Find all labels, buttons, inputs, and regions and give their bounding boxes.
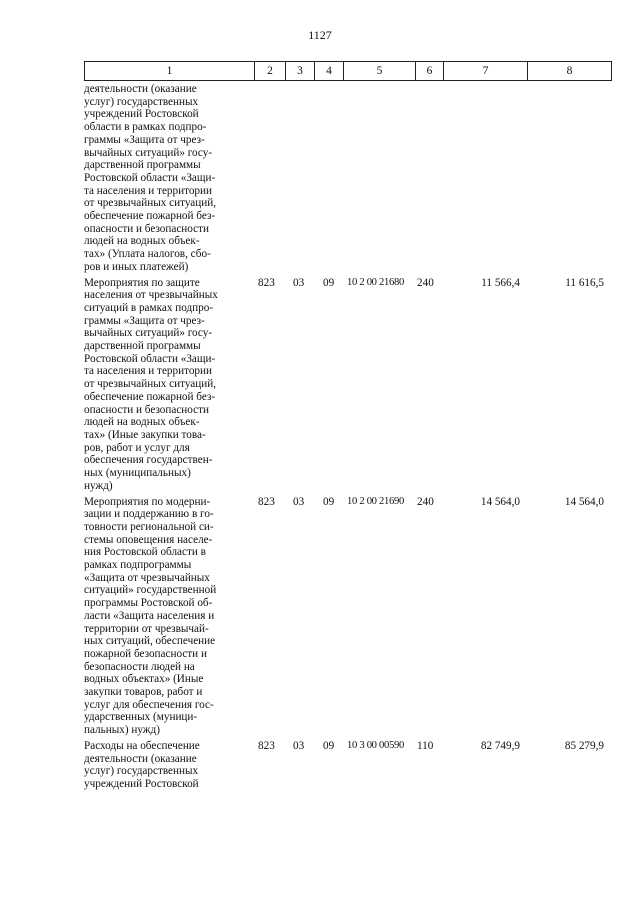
table-row — [84, 740, 612, 791]
description-line: ных (муниципальных) — [84, 467, 191, 480]
table-header-row — [84, 61, 612, 81]
description-line: дарственной программы — [84, 159, 201, 172]
description-line: та населения и территории — [84, 184, 212, 197]
header-col-2: 2 — [254, 62, 285, 80]
header-col-8: 8 — [527, 62, 611, 80]
table-row — [84, 496, 612, 737]
description-line: людей на водных объек- — [84, 235, 200, 248]
description-line: опасности и безопасности — [84, 403, 210, 416]
description-line: обеспечение пожарной без- — [84, 210, 216, 223]
page-number: 1127 — [308, 28, 332, 42]
description-line: обеспечение пожарной без- — [84, 390, 216, 403]
description-line: услуг) государственных — [84, 95, 199, 108]
description-line: от чрезвычайных ситуаций, — [84, 197, 217, 210]
cell-c8: 11 616,5 — [565, 276, 604, 289]
description-line: пальных) нужд) — [84, 724, 160, 737]
description-line: Ростовской области «Защи- — [84, 352, 216, 365]
description-line: услуг для обеспечения гос- — [84, 698, 214, 711]
description-line: населения от чрезвычайных — [84, 289, 218, 302]
description-line: стемы оповещения населе- — [84, 533, 213, 546]
description-line: учреждений Ростовской — [84, 108, 199, 121]
description-line: области в рамках подпро- — [84, 121, 207, 134]
cell-c7: 82 749,9 — [480, 739, 520, 752]
description-line: тах» (Уплата налогов, сбо- — [84, 248, 211, 261]
description-line: учреждений Ростовской — [84, 777, 199, 790]
description-line: нужд) — [84, 479, 113, 492]
description-line: обеспечения государствен- — [84, 454, 213, 467]
header-col-4: 4 — [314, 62, 343, 80]
budget-table — [84, 61, 612, 791]
description-line: услуг) государственных — [84, 765, 199, 778]
description-line: опасности и безопасности — [84, 222, 210, 235]
cell-c5: 10 2 00 21680 — [347, 276, 405, 288]
table-row — [84, 83, 612, 274]
cell-c2: 823 — [258, 739, 275, 752]
description-line: Мероприятия по модерни- — [84, 495, 211, 508]
description-line: граммы «Защита от чрез- — [84, 133, 205, 146]
description-line: деятельности (оказание — [84, 83, 197, 95]
row-description — [84, 277, 244, 493]
description-line: рамках подпрограммы — [84, 559, 192, 572]
description-line: вычайных ситуаций» госу- — [84, 146, 213, 159]
description-line: деятельности (оказание — [84, 752, 197, 765]
cell-c3: 03 — [293, 276, 305, 289]
header-col-7: 7 — [443, 62, 527, 80]
description-line: ситуаций в рамках подпро- — [84, 301, 214, 314]
description-line: Ростовской области «Защи- — [84, 171, 216, 184]
description-line: безопасности людей на — [84, 660, 195, 673]
cell-c5: 10 2 00 21690 — [347, 495, 405, 507]
description-line: вычайных ситуаций» госу- — [84, 327, 213, 340]
header-col-6: 6 — [415, 62, 443, 80]
cell-c4: 09 — [323, 276, 335, 289]
description-line: пожарной безопасности и — [84, 647, 207, 660]
description-line: людей на водных объек- — [84, 416, 200, 429]
description-line: зации и поддержанию в го- — [84, 508, 214, 521]
description-line: Расходы на обеспечение — [84, 739, 200, 752]
cell-c2: 823 — [258, 276, 275, 289]
description-line: Мероприятия по защите — [84, 276, 200, 289]
row-description — [84, 496, 244, 737]
description-line: от чрезвычайных ситуаций, — [84, 378, 217, 391]
row-description — [84, 83, 244, 274]
cell-c4: 09 — [323, 495, 335, 508]
description-line: ров, работ и услуг для — [84, 441, 190, 454]
description-line: товности региональной си- — [84, 520, 214, 533]
description-line: ров и иных платежей) — [84, 260, 189, 273]
cell-c6: 240 — [417, 495, 434, 508]
cell-c3: 03 — [293, 739, 305, 752]
description-line: ных ситуаций, обеспечение — [84, 635, 216, 648]
description-line: закупки товаров, работ и — [84, 686, 203, 699]
description-line: дарственной программы — [84, 340, 201, 353]
description-line: та населения и территории — [84, 365, 212, 378]
description-line: «Защита от чрезвычайных — [84, 571, 210, 584]
cell-c6: 240 — [417, 276, 434, 289]
cell-c7: 11 566,4 — [481, 276, 520, 289]
description-line: ласти «Защита населения и — [84, 609, 215, 622]
row-description — [84, 740, 244, 791]
description-line: территории от чрезвычай- — [84, 622, 209, 635]
description-line: ситуаций» государственной — [84, 584, 217, 597]
table-row — [84, 277, 612, 493]
header-col-5: 5 — [343, 62, 415, 80]
description-line: водных объектах» (Иные — [84, 673, 204, 686]
description-line: программы Ростовской об- — [84, 597, 213, 610]
cell-c7: 14 564,0 — [480, 495, 520, 508]
cell-c8: 85 279,9 — [564, 739, 604, 752]
description-line: граммы «Защита от чрез- — [84, 314, 205, 327]
description-line: ударственных (муници- — [84, 711, 198, 724]
cell-c3: 03 — [293, 495, 305, 508]
header-col-1: 1 — [166, 65, 173, 77]
cell-c2: 823 — [258, 495, 275, 508]
description-line: тах» (Иные закупки това- — [84, 428, 206, 441]
cell-c4: 09 — [323, 739, 335, 752]
header-col-3: 3 — [285, 62, 314, 80]
cell-c6: 110 — [417, 739, 434, 752]
cell-c8: 14 564,0 — [564, 495, 604, 508]
cell-c5: 10 3 00 00590 — [347, 739, 405, 751]
description-line: ния Ростовской области в — [84, 546, 206, 559]
table-body — [84, 83, 612, 791]
